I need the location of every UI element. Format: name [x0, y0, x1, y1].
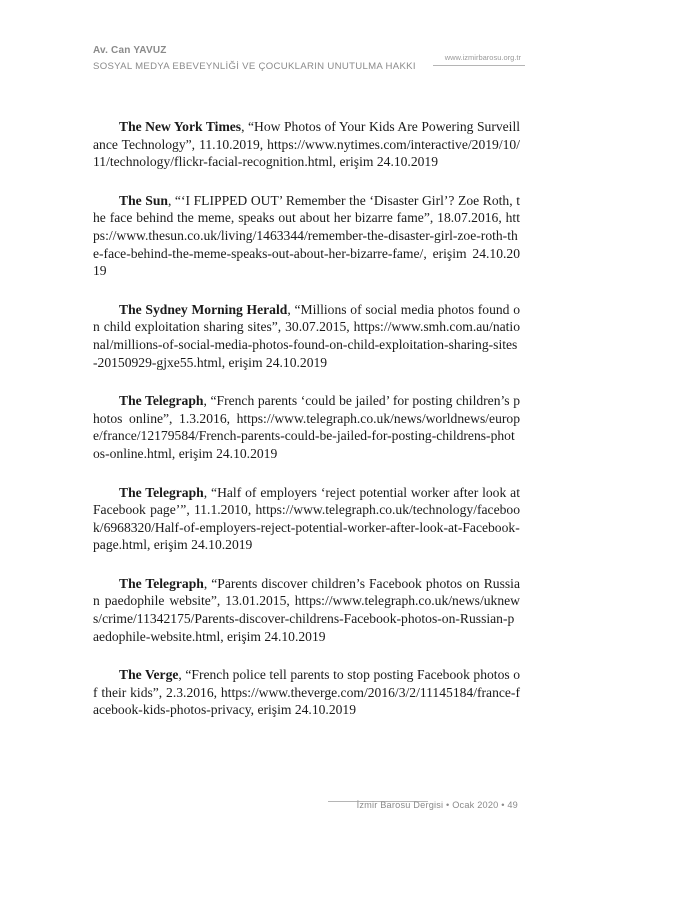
page-header — [93, 45, 523, 85]
reference-item — [93, 575, 520, 645]
reference-publisher: The New York Times — [119, 119, 242, 134]
reference-item — [93, 192, 520, 280]
reference-item — [93, 392, 520, 462]
reference-text: , “How Photos of Your Kids Are Powering Surveillance Technology”, 11.10.2019, https://www.nytimes.com/interactive/2019/10/11/technology/flickr-facial-recognition.html, erişim 24.10.2019 — [93, 119, 521, 170]
reference-text: , “French police tell parents to stop posting Facebook photos of their kids”, 2.3.2016, https://www.theverge.com/2016/3/2/11145184/france-facebook-kids-photos-privacy, erişim 24.10.2019 — [93, 667, 520, 718]
reference-item — [93, 666, 520, 719]
reference-list — [93, 118, 520, 740]
reference-publisher: The Telegraph — [119, 575, 204, 591]
running-title: SOSYAL MEDYA EBEVEYNLİĞİ VE ÇOCUKLARIN UNUTULMA HAKKI — [93, 61, 416, 72]
reference-text: , “Half of employers ‘reject potential worker after look at Facebook page’”, 11.1.2010, https://www.telegraph.co.uk/technology/facebook/6968320/Half-of-employers-reject-potential-worker-after-look-at-Facebook-page.html, erişim 24.10.2019 — [93, 484, 520, 553]
reference-publisher: The Sun — [119, 192, 168, 208]
reference-publisher: The Verge — [119, 667, 179, 683]
reference-item — [93, 301, 520, 371]
reference-text: , “French parents ‘could be jailed’ for posting children’s photos online”, 1.3.2016, https://www.telegraph.co.uk/news/worldnews/europe/france/12179584/French-parents-could-be-jailed-for-posting-childrens-photos-online.html, erişim 24.10.2019 — [93, 393, 520, 461]
reference-item — [93, 118, 520, 171]
reference-text: , “‘I FLIPPED OUT’ Remember the ‘Disaster Girl’? Zoe Roth, the face behind the meme, speaks out about her bizarre fame”, 18.07.2016, https://www.thesun.co.uk/living/1463344/remember-the-disaster-girl-zoe-roth-the-face-behind-the-meme-speaks-out-about-her-bizarre-fame/, erişim 24.10.2019 — [93, 192, 520, 279]
page-footer — [93, 798, 520, 818]
reference-publisher: The Telegraph — [119, 484, 204, 500]
page-number: 49 — [507, 800, 518, 810]
header-divider — [433, 65, 525, 66]
reference-item — [93, 484, 520, 554]
author-name: Av. Can YAVUZ — [93, 45, 167, 56]
website-link[interactable]: www.izmirbarosu.org.tr — [444, 53, 521, 62]
reference-text: , “Parents discover children’s Facebook photos on Russian paedophile website”, 13.01.2015, https://www.telegraph.co.uk/news/uknews/crime/11342175/Parents-discover-childrens-Facebook-photos-on-Russian-paedophile-website.html, erişim 24.10.2019 — [93, 575, 520, 644]
reference-publisher: The Sydney Morning Herald — [119, 301, 288, 317]
reference-text: , “Millions of social media photos found on child exploitation sharing sites”, 30.07.2015, https://www.smh.com.au/national/millions-of-social-media-photos-found-on-child-exploitation-sharing-sites-20150929-gjxe55.html, erişim 24.10.2019 — [93, 301, 520, 370]
reference-publisher: The Telegraph — [119, 393, 204, 409]
journal-name: İzmir Barosu Dergisi • Ocak 2020 • — [356, 800, 505, 810]
footer-journal-info — [357, 800, 518, 810]
